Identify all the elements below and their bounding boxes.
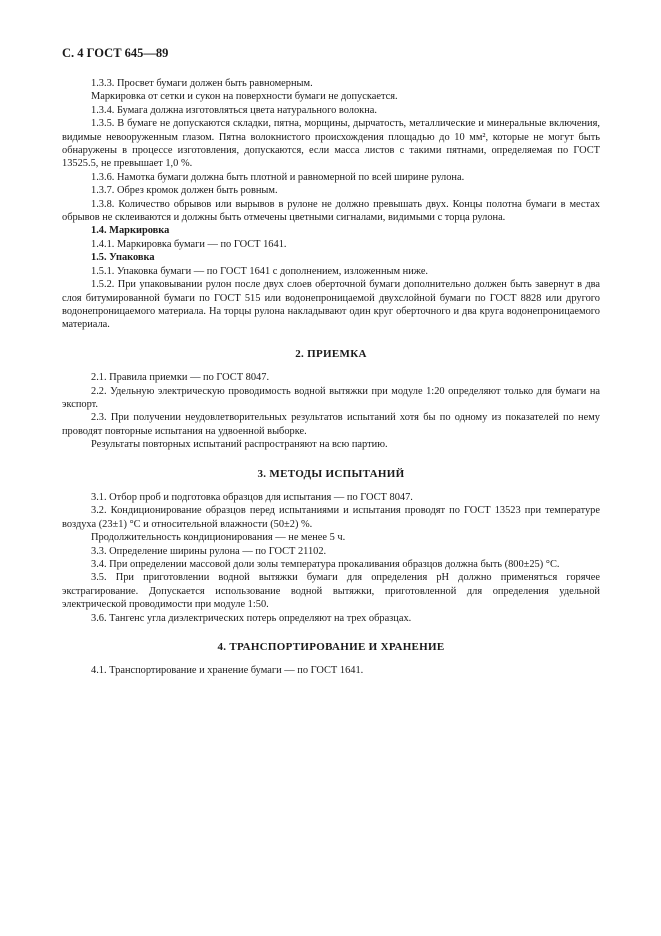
- paragraph-1-4-1: 1.4.1. Маркировка бумаги — по ГОСТ 1641.: [91, 238, 287, 250]
- paragraph-1-3-4: 1.3.4. Бумага должна изготовляться цвета натурального волокна.: [91, 104, 377, 116]
- page-header: С. 4 ГОСТ 645—89: [62, 46, 169, 60]
- paragraph-3-4: 3.4. При определении массовой доли золы температура прокаливания образцов должна быть (800±25) °С.: [91, 559, 560, 570]
- subheading-1-4: 1.4. Маркировка: [91, 225, 170, 237]
- section-2-title: 2. ПРИЕМКА: [295, 347, 367, 360]
- paragraph-3-3: 3.3. Определение ширины рулона — по ГОСТ 21102.: [91, 545, 327, 557]
- subheading-1-5: 1.5. Упаковка: [91, 252, 155, 264]
- document-body: [62, 77, 600, 678]
- paragraph-3-5: 3.5. При приготовлении водной вытяжки бумаги для определения рН должно применяться горячее экстрагирование. Допускается использование водной вытяжки, приготовленной для определения удельной электрической проводимости при модуле 1:50.: [62, 572, 600, 611]
- paragraph-marking-note: Маркировка от сетки и сукон на поверхности бумаги не допускается.: [91, 91, 398, 103]
- paragraph-1-3-8: 1.3.8. Количество обрывов или вырывов в рулоне не должно превышать двух. Концы полотна бумаги в местах обрывов не склеиваются и должны быть отмечены цветными сигналами, видимыми с торца рулона.: [62, 198, 600, 224]
- paragraph-2-1: 2.1. Правила приемки — по ГОСТ 8047.: [91, 372, 270, 384]
- section-4-title: 4. ТРАНСПОРТИРОВАНИЕ И ХРАНЕНИЕ: [217, 641, 445, 654]
- paragraph-2-3: 2.3. При получении неудовлетворительных результатов испытаний хотя бы по одному из показателей по нему проводят повторные испытания на удвоенной выборке.: [62, 412, 600, 437]
- paragraph-1-3-3: 1.3.3. Просвет бумаги должен быть равномерным.: [91, 78, 313, 89]
- paragraph-3-2: 3.2. Кондиционирование образцов перед испытаниями и испытания проводят по ГОСТ 13523 при температуре воздуха (23±1) °С и относительной влажности (50±2) %.: [62, 505, 600, 530]
- paragraph-2-2: 2.2. Удельную электрическую проводимость водной вытяжки при модуле 1:20 определяют только для бумаги на экспорт.: [62, 385, 600, 410]
- paragraph-3-1: 3.1. Отбор проб и подготовка образцов для испытания — по ГОСТ 8047.: [91, 491, 413, 503]
- paragraph-3-2-duration: Продолжительность кондиционирования — не менее 5 ч.: [91, 532, 346, 544]
- paragraph-3-6: 3.6. Тангенс угла диэлектрических потерь определяют на трех образцах.: [91, 612, 412, 624]
- paragraph-1-3-5: 1.3.5. В бумаге не допускаются складки, пятна, морщины, дырчатость, металлические и минеральные включения, видимые невооруженным глазом. Пятна волокнистого происхождения площадью до 10 мм², которые не могут быть обнаружены в процессе изготовления, допускаются, если масса листов с такими пятнами, определяемая по ГОСТ 13525.5, не превышает 1,0 %.: [62, 118, 600, 170]
- paragraph-2-3-results: Результаты повторных испытаний распространяют на всю партию.: [91, 439, 388, 451]
- paragraph-4-1: 4.1. Транспортирование и хранение бумаги — по ГОСТ 1641.: [91, 665, 364, 677]
- paragraph-1-3-7: 1.3.7. Обрез кромок должен быть ровным.: [91, 185, 278, 197]
- paragraph-1-5-1: 1.5.1. Упаковка бумаги — по ГОСТ 1641 с дополнением, изложенным ниже.: [91, 265, 429, 277]
- paragraph-1-3-6: 1.3.6. Намотка бумаги должна быть плотной и равномерной по всей ширине рулона.: [91, 171, 465, 183]
- paragraph-1-5-2: 1.5.2. При упаковывании рулон после двух слоев оберточной бумаги дополнительно должен быть завернут в два слоя битумированной бумаги по ГОСТ 515 или водонепроницаемой двухслойной бумаги по ГОСТ 8828 или другого водонепроницаемого материала. На торцы рулона накладывают один круг оберточного и два круга водонепроницаемого материала.: [62, 279, 600, 331]
- section-3-title: 3. МЕТОДЫ ИСПЫТАНИЙ: [257, 467, 405, 480]
